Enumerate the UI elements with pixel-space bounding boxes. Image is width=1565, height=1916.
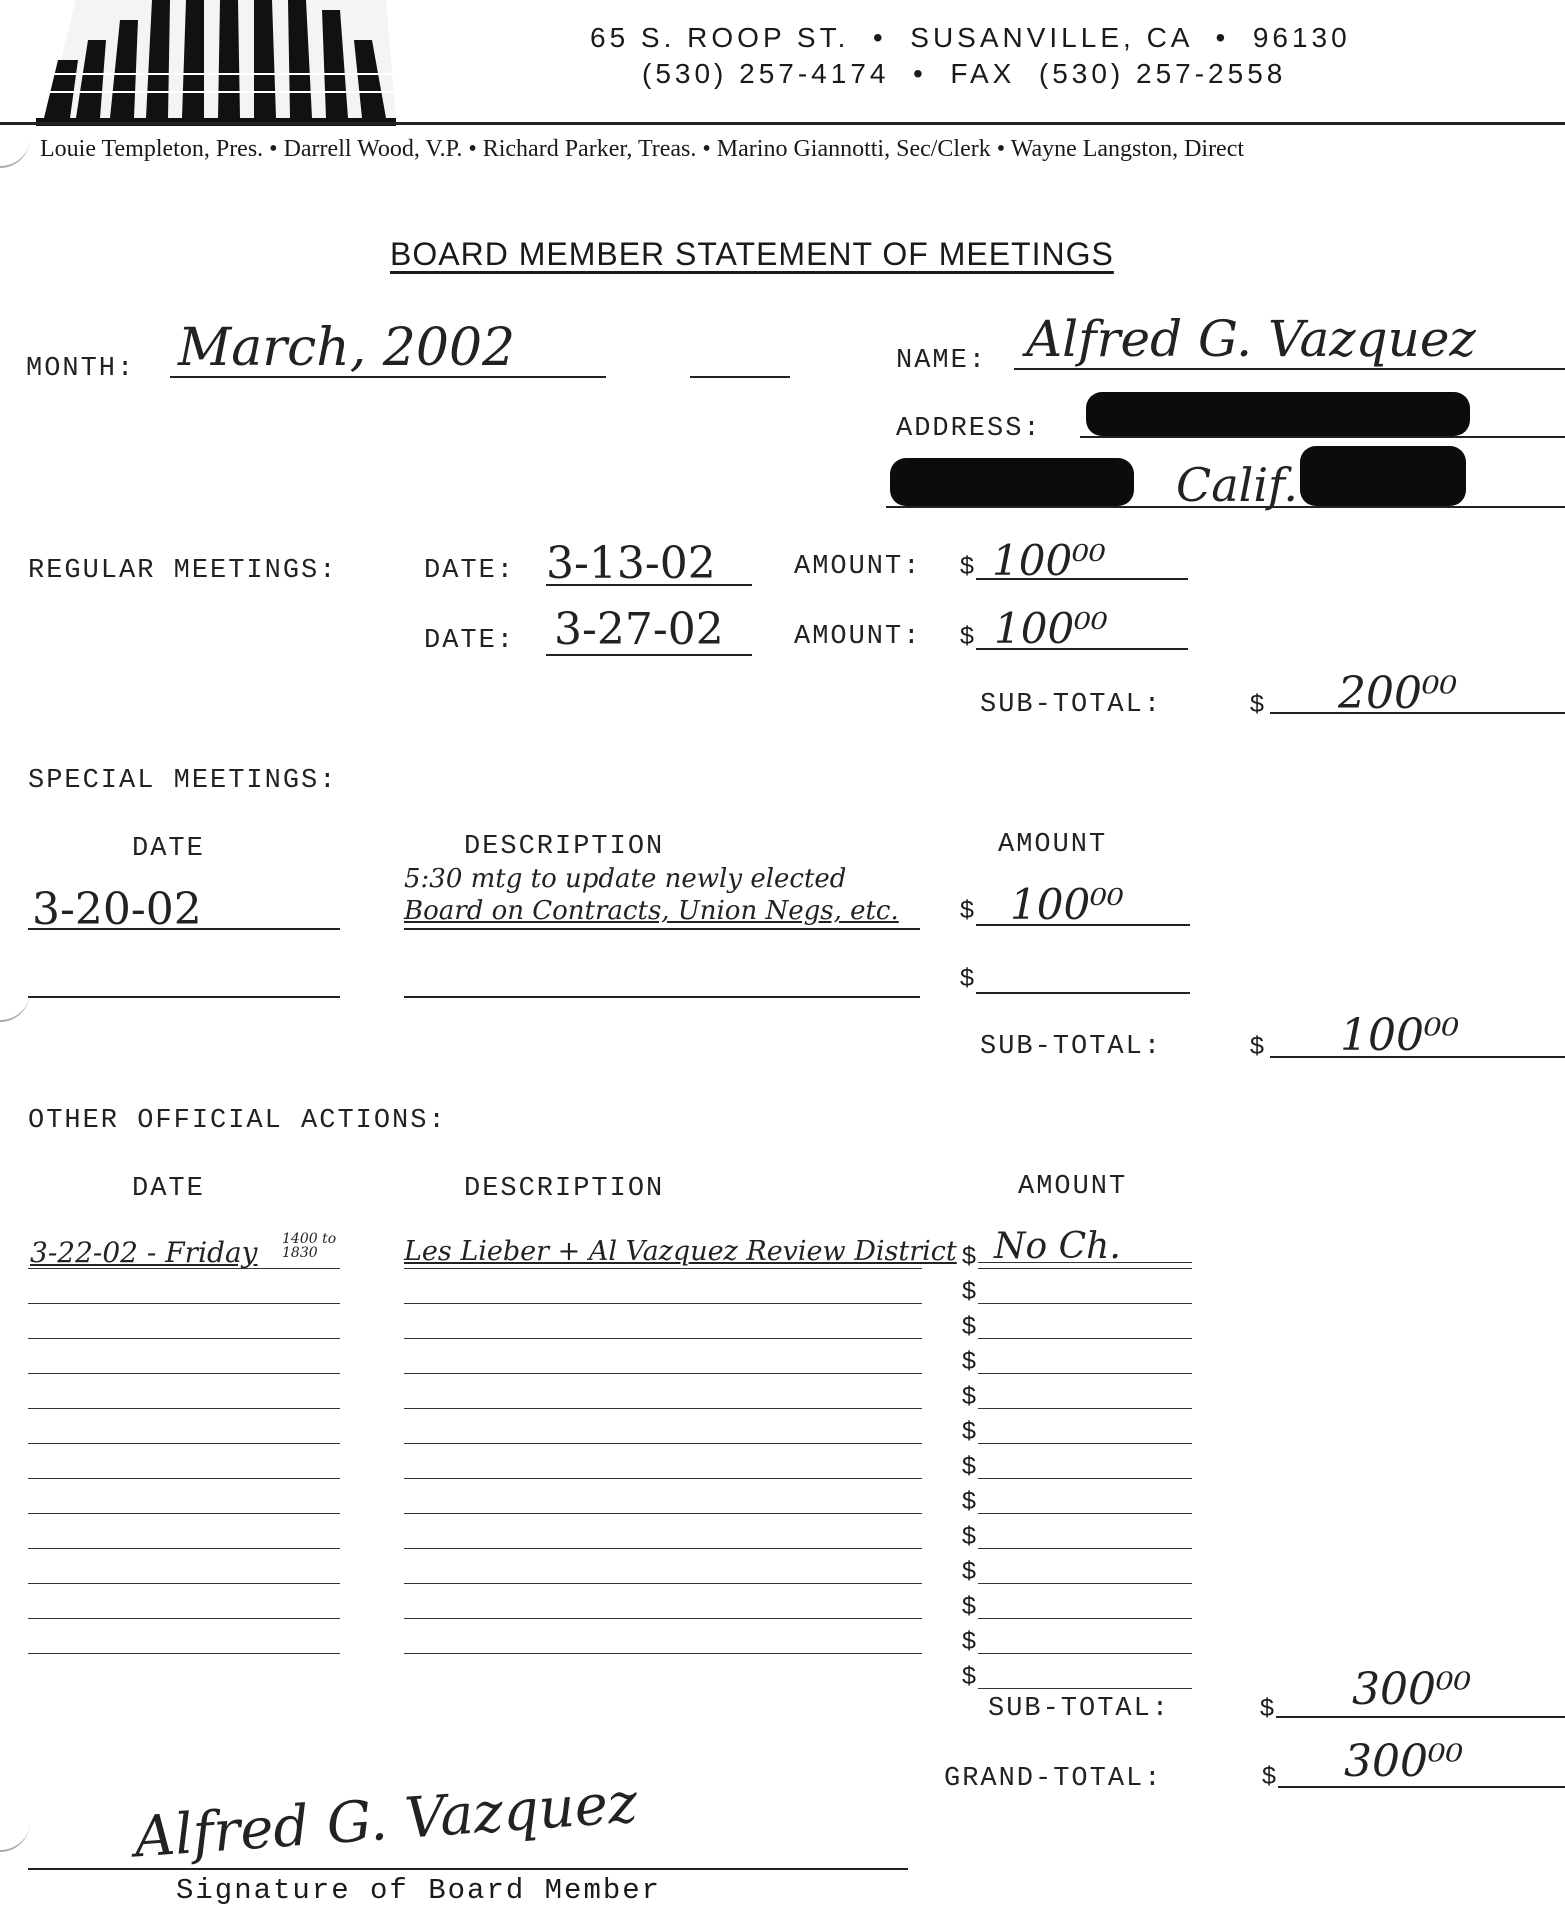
other-amount-underline [978,1303,1192,1304]
other-subtotal-value: 300⁰⁰ [1352,1664,1472,1715]
other-desc-1: Les Lieber + Al Vazquez Review District [404,1236,957,1267]
regular-date-underline-1 [546,584,752,586]
other-amount-underline [978,1583,1192,1584]
month-value: March, 2002 [178,318,516,378]
grand-total-value: 300⁰⁰ [1344,1736,1464,1787]
currency-symbol: $ [960,552,974,580]
signature-line [28,1868,908,1870]
regular-amount-underline-2 [976,648,1188,650]
currency-symbol: $ [962,1627,976,1655]
currency-symbol: $ [962,1382,976,1410]
regular-amount-label-1: AMOUNT: [794,552,922,582]
other-date-underline [28,1478,340,1479]
name-value: Alfred G. Vazquez [1026,310,1476,368]
address-redaction-2 [890,458,1134,506]
punch-hole-mark [0,1820,30,1852]
currency-symbol: $ [1250,690,1264,718]
month-label: MONTH: [26,354,136,384]
currency-symbol: $ [960,964,974,992]
other-date-underline [28,1443,340,1444]
other-amount-underline [978,1443,1192,1444]
special-date-underline-1 [28,928,340,930]
special-amount-underline-2 [976,992,1190,994]
signature-mark: Alfred G. Vazquez [132,1770,640,1871]
currency-symbol: $ [962,1557,976,1585]
page-title: BOARD MEMBER STATEMENT OF MEETINGS [390,236,1114,272]
regular-amount-underline-1 [976,578,1188,580]
other-amount-underline [978,1618,1192,1619]
address-city: Calif. [1176,458,1299,512]
name-underline [1014,368,1565,370]
special-subtotal-value: 100⁰⁰ [1340,1010,1460,1061]
other-amount-underline [978,1338,1192,1339]
regular-meetings-label: REGULAR MEETINGS: [28,556,338,586]
district-logo [36,0,396,128]
other-desc-underline [404,1268,922,1269]
other-desc-underline [404,1513,922,1514]
other-date-underline [28,1303,340,1304]
address-redaction-3 [1300,446,1466,506]
other-desc-underline [404,1548,922,1549]
special-meetings-label: SPECIAL MEETINGS: [28,766,338,796]
special-date-1: 3-20-02 [32,884,202,935]
other-col-description: DESCRIPTION [464,1174,665,1204]
other-desc-underline [404,1478,922,1479]
other-desc-underline [404,1583,922,1584]
other-amount-underline [978,1478,1192,1479]
special-col-description: DESCRIPTION [464,832,665,862]
currency-symbol: $ [962,1347,976,1375]
regular-amount-label-2: AMOUNT: [794,622,922,652]
currency-symbol: $ [1260,1694,1274,1722]
special-amount-underline-1 [976,924,1190,926]
special-desc-underline-1 [404,928,920,930]
letterhead-officers: Louie Templeton, Pres. • Darrell Wood, V.P. • Richard Parker, Treas. • Marino Giannotti, Sec/Clerk • Wayne Langston, Direct [40,136,1245,162]
punch-hole-mark [0,136,30,168]
other-amount-1: No Ch. [994,1226,1121,1267]
address-redaction-1 [1086,392,1470,436]
other-actions-label: OTHER OFFICIAL ACTIONS: [28,1106,447,1136]
other-date-underline [28,1548,340,1549]
special-desc-underline-2 [404,996,920,998]
other-amount-underline [978,1688,1192,1689]
special-col-amount: AMOUNT [998,830,1108,860]
other-date-underline [28,1618,340,1619]
other-col-date: DATE [132,1174,205,1204]
other-amount-underline [978,1373,1192,1374]
currency-symbol: $ [962,1452,976,1480]
other-amount-underline [978,1262,1192,1263]
special-subtotal-label: SUB-TOTAL: [980,1032,1163,1062]
other-date-underline [28,1373,340,1374]
regular-amount-1: 100⁰⁰ [992,536,1106,585]
regular-subtotal-label: SUB-TOTAL: [980,690,1163,720]
currency-symbol: $ [1250,1032,1264,1060]
address-label: ADDRESS: [896,414,1042,444]
other-date-underline [28,1268,340,1269]
currency-symbol: $ [960,896,974,924]
other-amount-underline [978,1408,1192,1409]
other-subtotal-label: SUB-TOTAL: [988,1694,1171,1724]
month-underline [170,376,606,378]
regular-date-2: 3-27-02 [554,604,724,655]
other-amount-underline [978,1513,1192,1514]
letterhead-rule [0,122,1565,125]
other-col-amount: AMOUNT [1018,1172,1128,1202]
currency-symbol: $ [962,1487,976,1515]
currency-symbol: $ [962,1592,976,1620]
special-subtotal-underline [1270,1056,1565,1058]
other-desc-underline [404,1618,922,1619]
special-desc-1b: Board on Contracts, Union Negs, etc. [404,896,899,926]
regular-date-underline-2 [546,654,752,656]
other-desc-underline [404,1373,922,1374]
currency-symbol: $ [1262,1762,1276,1790]
letterhead-phone: (530) 257-4174 • FAX (530) 257-2558 [642,58,1287,89]
other-date-underline [28,1583,340,1584]
other-desc-underline [404,1303,922,1304]
other-date-1: 3-22-02 - Friday [30,1236,258,1269]
other-subtotal-underline [1276,1716,1565,1718]
address-underline-1 [1080,436,1565,438]
regular-subtotal-value: 200⁰⁰ [1338,668,1458,719]
other-date-underline [28,1408,340,1409]
special-amount-1: 100⁰⁰ [1010,880,1124,929]
address-underline-2 [886,506,1565,508]
currency-symbol: $ [962,1662,976,1690]
regular-amount-2: 100⁰⁰ [994,604,1108,653]
punch-hole-mark [0,990,30,1022]
other-date-underline [28,1653,340,1654]
currency-symbol: $ [962,1522,976,1550]
currency-symbol: $ [960,622,974,650]
month-extra-line [690,376,790,378]
currency-symbol: $ [962,1277,976,1305]
other-desc-underline [404,1408,922,1409]
special-col-date: DATE [132,834,205,864]
other-desc-underline [404,1338,922,1339]
currency-symbol: $ [962,1242,976,1270]
other-amount-underline [978,1268,1192,1269]
regular-date-label-1: DATE: [424,556,516,586]
other-time-1: 1400 to 1830 [282,1231,337,1261]
special-date-underline-2 [28,996,340,998]
other-desc-underline [404,1653,922,1654]
other-date-underline [28,1513,340,1514]
currency-symbol: $ [962,1312,976,1340]
grand-total-label: GRAND-TOTAL: [944,1764,1163,1794]
signature-label: Signature of Board Member [176,1874,662,1907]
regular-subtotal-underline [1270,712,1565,714]
regular-date-1: 3-13-02 [546,538,716,589]
currency-symbol: $ [962,1417,976,1445]
other-date-underline [28,1338,340,1339]
letterhead-address: 65 S. ROOP ST. • SUSANVILLE, CA • 96130 [590,22,1351,53]
name-label: NAME: [896,346,988,376]
other-amount-underline [978,1653,1192,1654]
grand-total-underline [1278,1786,1565,1788]
other-desc-underline [404,1443,922,1444]
other-amount-underline [978,1548,1192,1549]
special-desc-1a: 5:30 mtg to update newly elected [404,864,847,894]
regular-date-label-2: DATE: [424,626,516,656]
